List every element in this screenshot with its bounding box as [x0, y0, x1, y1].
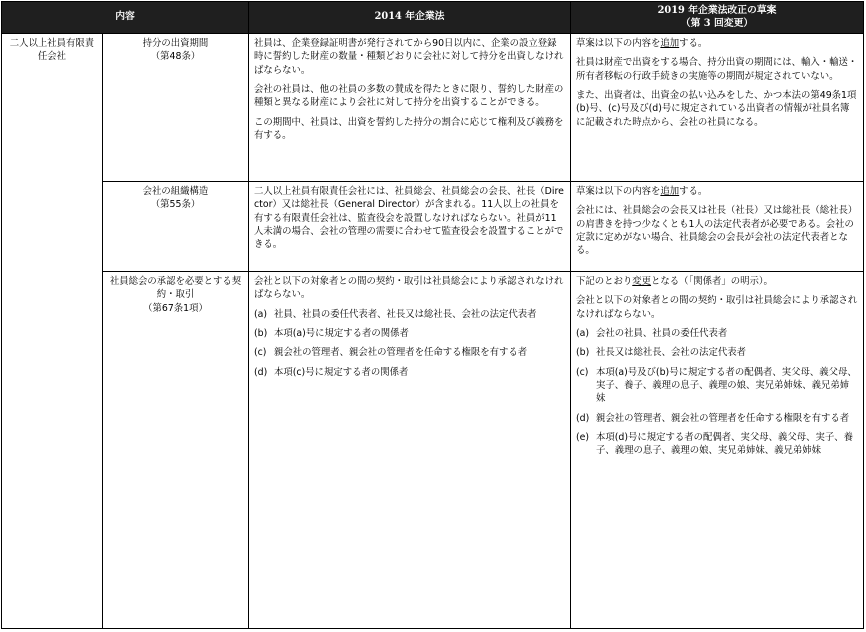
draft-2019-cell	[571, 272, 864, 629]
topic-cell	[103, 272, 249, 629]
draft-change-keyword: 追加	[660, 186, 680, 197]
topic-article: （第67条1項）	[143, 302, 208, 314]
topic-cell	[103, 182, 249, 272]
draft-lead: 下記のとおり変更となる（「関係者」の明示）。	[576, 276, 773, 287]
draft-change-keyword: 追加	[660, 38, 680, 49]
draft-intro: 会社と以下の対象者との間の契約・取引は社員総会により承認されなければならない。	[576, 295, 858, 320]
list-item	[254, 308, 565, 321]
item-text: 親会社の管理者、親会社の管理者を任命する権限を有する者	[274, 347, 528, 359]
law-paragraph: 会社の社員は、他の社員の多数の賛成を得たときに限り、誓約した財産の種類と異なる財産により会社に対して持分を出資することができる。	[254, 84, 564, 109]
list-item	[576, 412, 858, 425]
comparison-table	[1, 1, 864, 629]
list-item	[576, 431, 858, 458]
item-text: 本項(a)号に規定する者の関係者	[274, 328, 409, 340]
draft-2019-cell	[571, 34, 864, 182]
item-text: 社員、社員の委任代表者、社長又は総社長、会社の法定代表者	[274, 308, 537, 320]
law-2014-cell	[249, 272, 571, 629]
law-paragraph: 二人以上社員有限責任会社には、社員総会、社員総会の会長、社長（Director）又は総社長（General Director）が含まれる。11人以上の社員を有する有限責任会社は、監査役会を設置しなければならない。社員が11人未満の場合、会社の管理の需要に合わせて監査役会を設置することができる。	[254, 186, 564, 251]
header-row	[2, 2, 864, 34]
topic-title: 持分の出資期間	[142, 38, 209, 49]
table-row	[2, 272, 864, 629]
draft-lead: 草案は以下の内容を追加する。	[576, 186, 708, 197]
law-paragraph: この期間中、社員は、出資を誓約した持分の割合に応じて権利及び義務を有する。	[254, 116, 564, 142]
table-row	[2, 182, 864, 272]
table-row	[2, 34, 864, 182]
item-text: 本項(a)号及び(b)号に規定する者の配偶者、実父母、義父母、実子、養子、義理の息子、義理の娘、実兄弟姉妹、義兄弟姉妹	[596, 366, 857, 405]
draft-lead: 草案は以下の内容を追加する。	[576, 38, 708, 49]
topic-cell	[103, 34, 249, 182]
list-item	[576, 366, 858, 406]
item-text: 本項(d)号に規定する者の配偶者、実父母、義父母、実子、養子、義理の息子、義理の娘、実兄弟姉妹、義兄弟姉妹	[596, 432, 854, 457]
item-marker: (a)	[576, 328, 590, 340]
draft-paragraph: 会社には、社員総会の会長又は社長（社長）又は総社長（総社長）の肩書きを持つ少なくとも1人の法定代表者が必要である。会社の定款に定めがない場合、社員総会の会長が会社の法定代表者となる。	[576, 205, 858, 257]
header-draft-title: 2019 年企業法改正の草案	[657, 4, 777, 16]
list-item	[254, 366, 565, 379]
item-text: 社長又は総社長、会社の法定代表者	[596, 347, 747, 359]
item-marker: (c)	[254, 347, 267, 359]
list-item	[576, 327, 858, 340]
list-item	[254, 346, 565, 359]
header-content: 内容	[2, 2, 249, 34]
header-law-2014: 2014 年企業法	[249, 2, 571, 34]
law-paragraph: 社員は、企業登録証明書が発行されてから90日以内に、企業の設立登録時に誓約した財産の数量・種類どおりに会社に対して持分を出資しなければならない。	[254, 38, 564, 76]
draft-paragraph: 社員は財産で出資をする場合、持分出資の期間には、輸入・輸送・所有者移転の行政手続きの実施等の期間が規定されていない。	[576, 57, 858, 82]
law-2014-cell	[249, 182, 571, 272]
main-topic-label: 二人以上社員有限責任会社	[9, 38, 95, 63]
draft-change-keyword: 変更	[632, 276, 652, 287]
topic-article: （第55条）	[150, 199, 201, 211]
item-marker: (d)	[254, 366, 268, 378]
item-text: 親会社の管理者、親会社の管理者を任命する権限を有する者	[596, 412, 850, 424]
list-item	[254, 327, 565, 340]
topic-title: 社員総会の承認を必要とする契約・取引	[109, 276, 242, 301]
item-marker: (d)	[576, 412, 590, 424]
header-draft-2019	[571, 2, 864, 34]
law-intro: 会社と以下の対象者との間の契約・取引は社員総会により承認されなければならない。	[254, 276, 564, 301]
item-marker: (a)	[254, 308, 268, 320]
item-marker: (e)	[576, 432, 590, 444]
topic-title: 会社の組織構造	[142, 186, 209, 197]
draft-2019-cell	[571, 182, 864, 272]
item-text: 本項(c)号に規定する者の関係者	[274, 366, 409, 378]
header-draft-subtitle: （第 3 回変更）	[680, 17, 754, 29]
item-marker: (b)	[576, 347, 590, 359]
law-2014-cell	[249, 34, 571, 182]
item-marker: (b)	[254, 328, 268, 340]
item-marker: (c)	[576, 366, 589, 378]
list-item	[576, 346, 858, 359]
main-topic-cell	[2, 34, 103, 629]
draft-paragraph: また、出資者は、出資金の払い込みをした、かつ本法の第49条1項(b)号、(c)号及び(d)号に規定されている出資者の情報が社員名簿に記載された時点から、会社の社員になる。	[576, 90, 857, 128]
item-text: 会社の社員、社員の委任代表者	[596, 328, 728, 340]
topic-article: （第48条）	[150, 51, 201, 63]
